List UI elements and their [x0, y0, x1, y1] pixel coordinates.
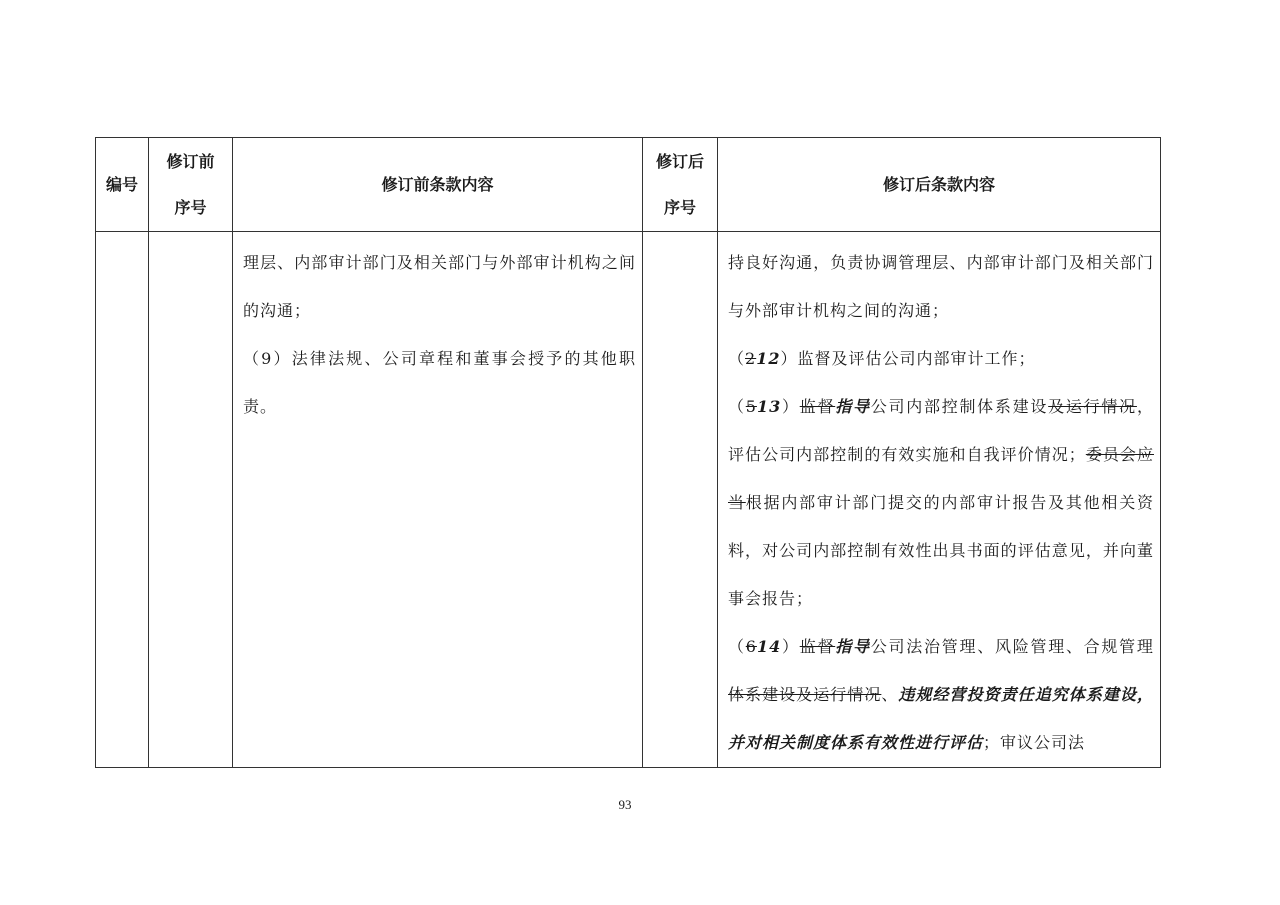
before-clause-line1: 理层、内部审计部门及相关部门与外部审计机构之间的沟通； — [243, 253, 636, 320]
header-before-seq-line2: 序号 — [174, 197, 207, 217]
clause-text: ；审议公司法 — [983, 733, 1086, 752]
page-number: 93 — [618, 797, 632, 812]
header-row — [96, 138, 1161, 232]
after-clause-p1: 持良好沟通，负责协调管理层、内部审计部门及相关部门与外部审计机构之间的沟通； — [728, 253, 1154, 320]
deleted-text: 监督 — [799, 397, 836, 416]
deleted-text: 委员会应当 — [728, 445, 1154, 512]
paren-close: ） — [781, 637, 800, 656]
paren-open: （ — [728, 637, 746, 656]
revision-comparison-table — [95, 137, 1161, 768]
cell-after-content — [718, 232, 1161, 768]
deleted-number: 2 — [745, 349, 757, 368]
header-number: 编号 — [96, 138, 149, 232]
deleted-number: 5 — [745, 397, 757, 416]
header-after-seq — [643, 138, 718, 232]
inserted-text: 指导 — [835, 637, 871, 656]
inserted-number: 13 — [756, 397, 782, 416]
header-after-seq-line1: 修订后 — [655, 151, 704, 171]
clause-text: 根据内部审计部门提交的内部审计报告及其他相关资料，对公司内部控制有效性出具书面的评估意见，并向董事会报告； — [728, 493, 1154, 608]
clause-text: 公司内部控制体系建设 — [870, 397, 1049, 416]
header-before-content: 修订前条款内容 — [233, 138, 643, 232]
clause-text: 、 — [881, 685, 899, 704]
paren-open: （ — [728, 349, 746, 368]
cell-after-seq — [643, 232, 718, 768]
after-clause-p3 — [728, 383, 1154, 623]
cell-before-seq — [149, 232, 233, 768]
table-row — [96, 232, 1161, 768]
after-clause-p4 — [728, 623, 1154, 767]
clause-text: ）监督及评估公司内部审计工作； — [780, 349, 1036, 368]
header-after-content: 修订后条款内容 — [718, 138, 1161, 232]
cell-before-content — [233, 232, 643, 768]
deleted-text: 及运行情况 — [1048, 397, 1137, 416]
after-clause-p2 — [728, 335, 1154, 383]
before-clause-line2: （9）法律法规、公司章程和董事会授予的其他职责。 — [243, 349, 636, 416]
cell-number — [96, 232, 149, 768]
paren-open: （ — [728, 397, 746, 416]
header-after-seq-line2: 序号 — [663, 197, 696, 217]
paren-close: ） — [781, 397, 800, 416]
header-before-seq-line1: 修订前 — [166, 151, 215, 171]
header-before-seq — [149, 138, 233, 232]
inserted-number: 12 — [756, 349, 781, 368]
deleted-text: 体系建设及运行情况 — [728, 685, 882, 704]
inserted-text: 违规经营投资责任追究体系建设，并对相关制度体系有效性进行评估 — [728, 685, 1154, 752]
inserted-text: 指导 — [835, 397, 871, 416]
clause-text: ，评估公司内部控制的有效实施和自我评价情况； — [728, 397, 1154, 464]
deleted-number: 6 — [745, 637, 757, 656]
clause-text: 公司法治管理、风险管理、合规管理 — [870, 637, 1154, 656]
inserted-number: 14 — [756, 637, 782, 656]
deleted-text: 监督 — [799, 637, 836, 656]
